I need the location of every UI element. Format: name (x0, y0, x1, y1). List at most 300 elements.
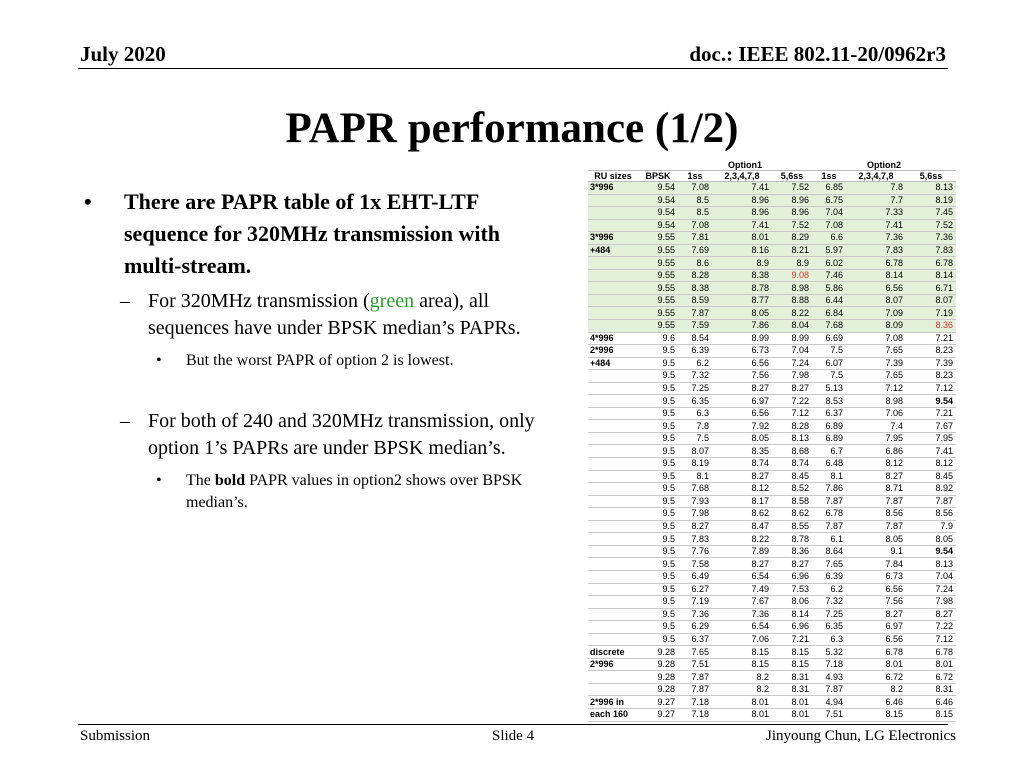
ru-size-cell (588, 483, 638, 496)
papr-cell: 7.84 (846, 558, 906, 571)
papr-cell: 8.9 (772, 257, 812, 270)
papr-cell: 8.53 (812, 395, 846, 408)
papr-cell: 8.6 (678, 257, 712, 270)
papr-cell: 9.55 (638, 307, 678, 320)
papr-cell: 9.5 (638, 382, 678, 395)
papr-cell: 7.87 (678, 671, 712, 684)
papr-cell: 7.04 (772, 345, 812, 358)
papr-cell: 8.06 (772, 596, 812, 609)
papr-cell: 9.5 (638, 558, 678, 571)
column-header: 2,3,4,7,8 (712, 171, 772, 182)
table-row (588, 282, 956, 295)
papr-cell: 5.32 (812, 646, 846, 659)
table-row (588, 307, 956, 320)
papr-cell: 7.59 (678, 320, 712, 333)
papr-cell: 8.01 (846, 658, 906, 671)
papr-cell: 7.36 (846, 232, 906, 245)
bullet-level3 (84, 470, 554, 514)
table-row (588, 646, 956, 659)
papr-cell: 8.01 (712, 708, 772, 721)
papr-cell: 7.18 (678, 696, 712, 709)
papr-cell: 7.87 (812, 520, 846, 533)
papr-cell: 7.5 (812, 345, 846, 358)
bullet-list (84, 186, 554, 514)
column-header: 1ss (678, 171, 712, 182)
ru-size-cell: 2*996 (588, 345, 638, 358)
papr-cell: 7.18 (678, 708, 712, 721)
ru-size-cell (588, 432, 638, 445)
papr-cell: 7.69 (678, 244, 712, 257)
papr-cell: 6.37 (678, 633, 712, 646)
bold-word: bold (214, 472, 246, 489)
papr-cell: 7.68 (812, 320, 846, 333)
papr-cell: 9.5 (638, 357, 678, 370)
papr-cell: 6.89 (812, 432, 846, 445)
papr-cell: 8.27 (772, 558, 812, 571)
group-header-row (588, 160, 956, 171)
papr-cell: 7.39 (846, 357, 906, 370)
papr-cell: 9.5 (638, 420, 678, 433)
papr-cell: 7.81 (678, 232, 712, 245)
papr-cell: 7.51 (812, 708, 846, 721)
papr-cell: 7.04 (906, 570, 956, 583)
table-row (588, 194, 956, 207)
table-row (588, 395, 956, 408)
ru-size-cell: 2*996 (588, 658, 638, 671)
papr-cell: 6.56 (846, 282, 906, 295)
column-header: BPSK (638, 171, 678, 182)
papr-cell: 7.87 (846, 495, 906, 508)
papr-cell: 8.14 (846, 269, 906, 282)
table-row (588, 683, 956, 696)
papr-cell: 6.29 (678, 621, 712, 634)
table-row (588, 633, 956, 646)
papr-cell: 8.16 (712, 244, 772, 257)
papr-cell: 8.15 (772, 658, 812, 671)
papr-cell: 6.71 (906, 282, 956, 295)
papr-cell: 7.83 (846, 244, 906, 257)
table-row (588, 495, 956, 508)
papr-cell: 8.36 (906, 320, 956, 333)
papr-cell: 8.78 (772, 533, 812, 546)
ru-size-cell (588, 395, 638, 408)
papr-cell: 7.06 (712, 633, 772, 646)
table-row (588, 357, 956, 370)
papr-cell: 8.68 (772, 445, 812, 458)
table-row (588, 671, 956, 684)
papr-cell: 8.27 (712, 470, 772, 483)
papr-cell: 7.32 (678, 370, 712, 383)
papr-cell: 8.14 (772, 608, 812, 621)
papr-cell: 6.96 (772, 570, 812, 583)
papr-cell: 7.7 (846, 194, 906, 207)
table-row (588, 696, 956, 709)
papr-cell: 7.52 (906, 219, 956, 232)
ru-size-cell (588, 508, 638, 521)
papr-cell: 9.5 (638, 621, 678, 634)
table-row (588, 420, 956, 433)
papr-cell: 7.12 (906, 382, 956, 395)
papr-cell: 8.52 (772, 483, 812, 496)
papr-cell: 6.54 (712, 570, 772, 583)
table-row (588, 257, 956, 270)
papr-cell: 6.86 (846, 445, 906, 458)
papr-cell: 9.28 (638, 683, 678, 696)
papr-cell: 8.71 (846, 483, 906, 496)
papr-cell: 9.55 (638, 244, 678, 257)
ru-size-cell: 3*996 (588, 182, 638, 195)
papr-cell: 7.32 (812, 596, 846, 609)
ru-size-cell (588, 683, 638, 696)
papr-cell: 8.31 (772, 671, 812, 684)
papr-cell: 8.27 (712, 382, 772, 395)
bullet-text: For both of 240 and 320MHz transmission, only option 1’s PAPRs are under BPSK median’s. (148, 410, 535, 459)
papr-cell: 8.13 (906, 182, 956, 195)
papr-cell: 9.5 (638, 458, 678, 471)
papr-cell: 7.67 (712, 596, 772, 609)
table-row (588, 382, 956, 395)
papr-cell: 8.15 (712, 658, 772, 671)
papr-cell: 8.15 (846, 708, 906, 721)
papr-cell: 6.2 (678, 357, 712, 370)
bullet-marker: • (84, 189, 92, 214)
papr-cell: 8.36 (772, 545, 812, 558)
papr-cell: 8.29 (772, 232, 812, 245)
papr-cell: 8.2 (712, 671, 772, 684)
papr-cell: 9.55 (638, 232, 678, 245)
papr-cell: 8.62 (772, 508, 812, 521)
papr-cell: 8.27 (678, 520, 712, 533)
papr-cell: 8.19 (906, 194, 956, 207)
papr-cell: 7.9 (906, 520, 956, 533)
papr-cell: 7.87 (812, 683, 846, 696)
table-row (588, 520, 956, 533)
papr-cell: 8.05 (712, 307, 772, 320)
papr-cell: 8.27 (772, 382, 812, 395)
ru-size-cell: 4*996 (588, 332, 638, 345)
papr-cell: 8.38 (678, 282, 712, 295)
papr-cell: 6.78 (846, 646, 906, 659)
papr-cell: 7.65 (846, 370, 906, 383)
footer-rule (78, 724, 948, 725)
bullet-text: But the worst PAPR of option 2 is lowest. (186, 352, 454, 369)
papr-cell: 7.12 (906, 633, 956, 646)
table-row (588, 533, 956, 546)
papr-cell: 9.55 (638, 320, 678, 333)
table-row (588, 621, 956, 634)
bullet-text: There are PAPR table of 1x EHT-LTF sequence for 320MHz transmission with multi-stream. (124, 189, 501, 278)
papr-cell: 7.83 (678, 533, 712, 546)
papr-cell: 7.65 (846, 345, 906, 358)
ru-size-cell (588, 269, 638, 282)
papr-cell: 8.2 (846, 683, 906, 696)
papr-cell: 7.22 (772, 395, 812, 408)
papr-cell: 8.1 (678, 470, 712, 483)
papr-cell: 6.3 (812, 633, 846, 646)
bullet-text-post: PAPR values in option2 shows over BPSK median’s. (186, 472, 523, 511)
papr-cell: 6.07 (812, 357, 846, 370)
papr-cell: 7.41 (712, 182, 772, 195)
papr-cell: 8.12 (712, 483, 772, 496)
papr-cell: 6.44 (812, 294, 846, 307)
ru-size-cell (588, 570, 638, 583)
papr-cell: 9.55 (638, 294, 678, 307)
column-header: 1ss (812, 171, 846, 182)
papr-cell: 6.27 (678, 583, 712, 596)
papr-cell: 8.19 (678, 458, 712, 471)
papr-cell: 6.3 (678, 407, 712, 420)
ru-size-cell (588, 458, 638, 471)
papr-cell: 8.04 (772, 320, 812, 333)
table-row (588, 508, 956, 521)
papr-cell: 8.15 (712, 646, 772, 659)
papr-cell: 8.27 (712, 558, 772, 571)
papr-cell: 9.5 (638, 445, 678, 458)
table-row (588, 545, 956, 558)
papr-cell: 8.17 (712, 495, 772, 508)
papr-cell: 7.53 (772, 583, 812, 596)
papr-cell: 8.45 (906, 470, 956, 483)
ru-size-cell (588, 257, 638, 270)
bullet-text-post: area), all sequences have under BPSK median’s PAPRs. (148, 290, 521, 339)
ru-size-cell: each 160 (588, 708, 638, 721)
papr-cell: 7.24 (772, 357, 812, 370)
ru-size-cell (588, 219, 638, 232)
papr-cell: 8.01 (772, 696, 812, 709)
papr-cell: 8.13 (772, 432, 812, 445)
papr-cell: 8.56 (906, 508, 956, 521)
papr-cell: 8.96 (772, 194, 812, 207)
ru-size-cell (588, 545, 638, 558)
papr-cell: 8.98 (846, 395, 906, 408)
papr-cell: 9.54 (638, 194, 678, 207)
papr-cell: 7.52 (772, 182, 812, 195)
bullet-marker: • (156, 352, 162, 369)
bullet-level2 (84, 288, 554, 342)
papr-cell: 7.87 (906, 495, 956, 508)
ru-size-cell (588, 370, 638, 383)
papr-cell: 7.33 (846, 207, 906, 220)
papr-cell: 7.25 (678, 382, 712, 395)
ru-size-cell (588, 470, 638, 483)
ru-size-cell (588, 495, 638, 508)
papr-cell: 8.92 (906, 483, 956, 496)
table-row (588, 470, 956, 483)
papr-cell: 7.83 (906, 244, 956, 257)
table-body (588, 182, 956, 722)
papr-cell: 6.1 (812, 533, 846, 546)
bullet-text-pre: For 320MHz transmission ( (148, 290, 370, 312)
papr-cell: 6.89 (812, 420, 846, 433)
papr-cell: 7.36 (678, 608, 712, 621)
table-row (588, 708, 956, 721)
papr-cell: 7.92 (712, 420, 772, 433)
papr-cell: 8.27 (906, 608, 956, 621)
papr-cell: 8.01 (772, 708, 812, 721)
papr-cell: 6.78 (906, 257, 956, 270)
papr-cell: 9.5 (638, 608, 678, 621)
ru-size-cell (588, 282, 638, 295)
papr-cell: 6.39 (812, 570, 846, 583)
papr-cell: 6.39 (678, 345, 712, 358)
footer-slide-number: Slide 4 (492, 728, 535, 744)
papr-cell: 8.78 (712, 282, 772, 295)
papr-cell: 6.56 (846, 633, 906, 646)
papr-cell: 9.5 (638, 520, 678, 533)
papr-cell: 7.56 (712, 370, 772, 383)
table-row (588, 445, 956, 458)
ru-size-cell (588, 382, 638, 395)
papr-cell: 6.35 (678, 395, 712, 408)
ru-size-cell: +484 (588, 357, 638, 370)
dash-marker: – (120, 410, 130, 432)
papr-cell: 8.1 (812, 470, 846, 483)
papr-cell: 9.5 (638, 508, 678, 521)
papr-cell: 8.54 (678, 332, 712, 345)
table-row (588, 608, 956, 621)
papr-cell: 7.19 (906, 307, 956, 320)
ru-size-cell (588, 194, 638, 207)
papr-cell: 8.74 (772, 458, 812, 471)
papr-cell: 9.5 (638, 470, 678, 483)
ru-size-cell: 3*996 (588, 232, 638, 245)
papr-cell: 8.22 (712, 533, 772, 546)
ru-size-cell (588, 533, 638, 546)
papr-cell: 8.98 (772, 282, 812, 295)
papr-cell: 8.5 (678, 194, 712, 207)
papr-cell: 8.2 (712, 683, 772, 696)
papr-cell: 8.27 (846, 608, 906, 621)
footer-submission: Submission (80, 728, 151, 744)
table-row (588, 182, 956, 195)
ru-size-cell (588, 407, 638, 420)
table-row (588, 596, 956, 609)
papr-cell: 9.5 (638, 345, 678, 358)
papr-cell: 6.97 (712, 395, 772, 408)
header-date: July 2020 (80, 42, 166, 66)
papr-cell: 9.5 (638, 432, 678, 445)
papr-cell: 8.9 (712, 257, 772, 270)
papr-cell: 8.88 (772, 294, 812, 307)
ru-size-cell (588, 207, 638, 220)
papr-cell: 6.73 (846, 570, 906, 583)
option1-header: Option1 (678, 160, 812, 171)
papr-cell: 7.25 (812, 608, 846, 621)
papr-cell: 8.96 (712, 194, 772, 207)
papr-cell: 8.38 (712, 269, 772, 282)
papr-cell: 9.5 (638, 570, 678, 583)
papr-cell: 8.23 (906, 370, 956, 383)
papr-cell: 9.5 (638, 370, 678, 383)
papr-cell: 6.78 (846, 257, 906, 270)
papr-cell: 6.54 (712, 621, 772, 634)
papr-cell: 9.54 (638, 182, 678, 195)
papr-cell: 9.55 (638, 269, 678, 282)
ru-size-cell: 2*996 in (588, 696, 638, 709)
papr-cell: 9.55 (638, 257, 678, 270)
papr-cell: 9.55 (638, 282, 678, 295)
papr-cell: 6.97 (846, 621, 906, 634)
column-header: RU sizes (588, 171, 638, 182)
table-row (588, 269, 956, 282)
papr-cell: 7.98 (906, 596, 956, 609)
papr-cell: 7.12 (772, 407, 812, 420)
papr-cell: 7.51 (678, 658, 712, 671)
papr-cell: 8.31 (906, 683, 956, 696)
papr-cell: 9.5 (638, 596, 678, 609)
bullet-level1 (84, 186, 554, 282)
table-row (588, 294, 956, 307)
papr-cell: 6.56 (712, 407, 772, 420)
papr-cell: 9.54 (638, 207, 678, 220)
papr-cell: 6.96 (772, 621, 812, 634)
papr-cell: 7.36 (906, 232, 956, 245)
papr-cell: 7.41 (846, 219, 906, 232)
papr-cell: 7.87 (812, 495, 846, 508)
papr-cell: 8.77 (712, 294, 772, 307)
papr-cell: 6.49 (678, 570, 712, 583)
papr-cell: 7.12 (846, 382, 906, 395)
papr-cell: 6.84 (812, 307, 846, 320)
papr-cell: 7.08 (678, 219, 712, 232)
papr-cell: 8.05 (846, 533, 906, 546)
table-row (588, 332, 956, 345)
ru-size-cell (588, 596, 638, 609)
bullet-level2 (84, 408, 554, 462)
papr-cell: 7.89 (712, 545, 772, 558)
footer-author: Jinyoung Chun, LG Electronics (766, 728, 956, 744)
papr-cell: 7.95 (906, 432, 956, 445)
papr-cell: 8.27 (846, 470, 906, 483)
papr-cell: 8.13 (906, 558, 956, 571)
papr-cell: 8.55 (772, 520, 812, 533)
slide-title: PAPR performance (1/2) (285, 105, 739, 152)
papr-cell: 9.27 (638, 708, 678, 721)
papr-cell: 7.09 (846, 307, 906, 320)
papr-cell: 6.56 (712, 357, 772, 370)
papr-cell: 6.69 (812, 332, 846, 345)
papr-cell: 8.15 (906, 708, 956, 721)
papr-cell: 6.85 (812, 182, 846, 195)
papr-cell: 7.08 (846, 332, 906, 345)
papr-cell: 9.54 (906, 545, 956, 558)
papr-cell: 8.12 (846, 458, 906, 471)
papr-cell: 4.94 (812, 696, 846, 709)
papr-table-image (588, 160, 956, 722)
table-row (588, 583, 956, 596)
papr-cell: 8.01 (712, 232, 772, 245)
table-row (588, 483, 956, 496)
table-row (588, 207, 956, 220)
papr-cell: 9.08 (772, 269, 812, 282)
papr-cell: 8.96 (712, 207, 772, 220)
papr-cell: 7.5 (678, 432, 712, 445)
ru-size-cell (588, 608, 638, 621)
papr-cell: 7.18 (812, 658, 846, 671)
papr-cell: 8.59 (678, 294, 712, 307)
papr-cell: 8.56 (846, 508, 906, 521)
papr-cell: 7.67 (906, 420, 956, 433)
papr-cell: 9.5 (638, 633, 678, 646)
ru-size-cell: +484 (588, 244, 638, 257)
table-row (588, 558, 956, 571)
table-row (588, 345, 956, 358)
papr-cell: 6.2 (812, 583, 846, 596)
column-header: 2,3,4,7,8 (846, 171, 906, 182)
header-rule (78, 68, 948, 69)
column-header: 5,6ss (772, 171, 812, 182)
papr-cell: 7.65 (812, 558, 846, 571)
